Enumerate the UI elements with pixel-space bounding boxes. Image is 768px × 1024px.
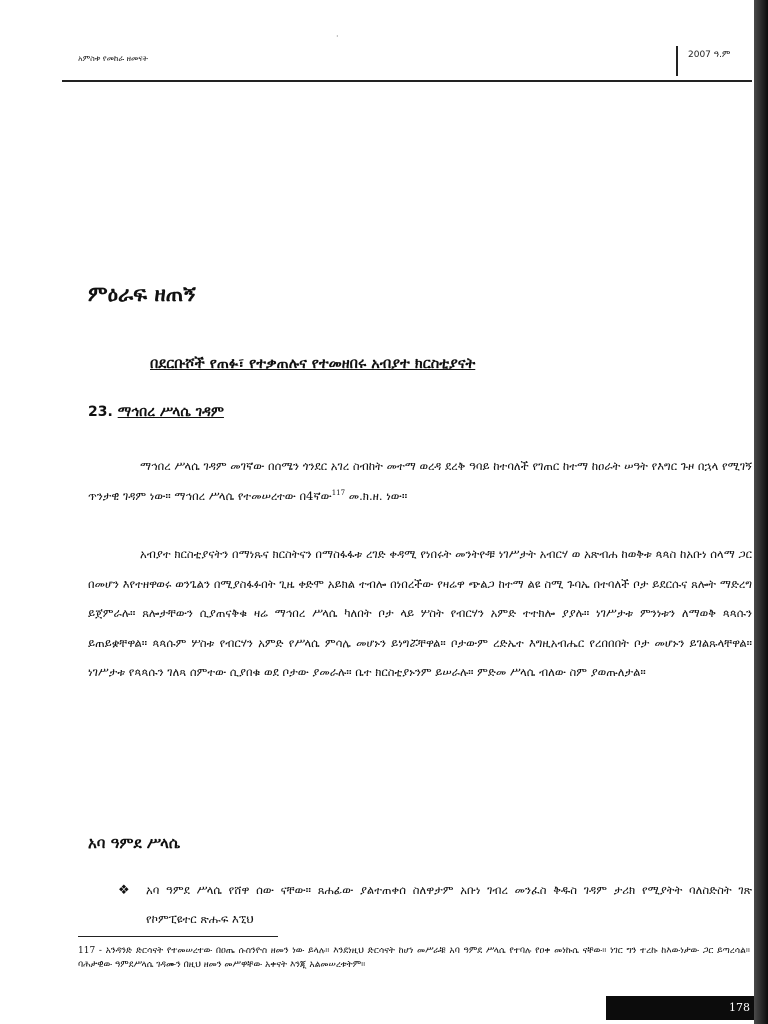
bullet-item	[118, 876, 752, 934]
paragraph-1	[88, 452, 752, 511]
header-rule	[62, 80, 752, 82]
footnote-reference: 117	[331, 488, 346, 497]
bullet-text: አባ ዓምደ ሥላሴ የሸዋ ሰው ናቸው። ጸሐፊው ያልተጠቀሰ ስለዋታም አቡነ ገብረ መንፈስ ቅዱስ ገዳም ታሪክ የሚያትት ባለስድስት ገጽ የኮምፒዩተር ጽሑፍ እኚህ	[146, 883, 752, 926]
running-header-year: 2007 ዓ.ም	[688, 50, 731, 60]
paragraph-2: አብያተ ክርስቲያናትን በማነጹና ክርስትናን በማስፋፋቱ ረገድ ቀዳሚ የነበሩት መንትዮቹ ነገሥታት አብርሃ ወ አጽብሐ ከወቅቱ ጳጳስ ከአቡነ ሰላማ ጋር በመሆን እየተዘዋወሩ ወንጌልን በሚያስፋፉበት ጊዜ ቀድሞ አይክል ተብሎ በነበረችው የዛሬዋ ጭልጋ ከተማ ልዩ ስሚ ጉባኤ በተባለች ቦታ ይደርሱና ጸሎት ማድረግ ይጀምራሉ። ጸሎታቸውን ሲያጠናቅቁ ዛሬ ማኅበረ ሥላሴ ካለበት ቦታ ላይ ሦስት የብርሃን አምድ ተተክሎ ያያሉ። ነገሥታቱ ምንነቱን ለማወቅ ጳጳሱን ይጠይቋቸዋል። ጳጳሱም ሦስቱ የብርሃን አምድ የሥላሴ ምሳሌ መሆኑን ይነግሯቸዋል። ቦታውም ረድኤተ እግዚአብሔር የረበበበት ቦታ መሆኑን ይገልጹላቸዋል። ነገሥታቱ የጳጳሱን ገለጻ ሰምተው ሲያበቁ ወደ ቦታው ያመራሉ። ቤተ ክርስቲያኑንም ይሠራሉ። ምድመ ሥላሴ ብለው ስም ያወጡለታል።	[88, 547, 752, 680]
subsection-title: ማኅበረ ሥላሴ ገዳም	[117, 404, 224, 420]
bullet-diamond-icon: ❖	[118, 883, 130, 898]
paragraph-1-text: ማኅበረ ሥላሴ ገዳም መገኛው በሰሜን ጎንደር አገረ ስብከት መተማ ወረዳ ደረቅ ዓባይ ከተባለች የገጠር ከተማ ከዐራት ሠዓት የእግር ጉዞ በኋላ የሚገኝ ጥንታዊ ገዳም ነው። ማኅበረ ሥላሴ የተመሠረተው በ4ኛው	[88, 459, 752, 503]
paragraph-1-text-end: መ.ክ.ዘ. ነው።	[345, 488, 408, 503]
chapter-title: ምዕራፍ ዘጠኝ	[88, 282, 196, 306]
heading-abba-amde-selassie: አባ ዓምደ ሥላሴ	[88, 834, 180, 852]
scan-edge	[754, 0, 768, 1024]
subsection-number: 23.	[88, 404, 113, 420]
footnote: 117 - አንዳንድ ድርሳናት የተመሠረተው በዐጤ ሱስንዮስ ዘመን ነው ይላሉ። እንደነዚህ ድርሳናት ከሆነ መሥራቹ አባ ዓምደ ሥላሴ የተባሉ የዐቀ መነኩሴ ናቸው። ነገር ግን ተረኩ ከእውነታው ጋር ይጣረሳል። ባሕታዊው ዓምደሥላሴ ገዳሙን በዚህ ዘመን መሥዋቸው አቀናት እንጂ አልመሠረቱትም።	[78, 946, 750, 970]
footnote-rule	[78, 936, 278, 937]
scan-speck: ·	[336, 32, 339, 41]
running-header-title: አምስቱ የመከራ ዘመናት	[78, 54, 148, 63]
header-divider	[676, 46, 678, 76]
section-title: በደርቡሾች የጠፉ፣ የተቃጠሉና የተመዘበሩ አብያተ ክርስቲያናት	[150, 356, 476, 372]
page-number: 178	[606, 996, 754, 1020]
subsection-heading	[88, 404, 224, 420]
